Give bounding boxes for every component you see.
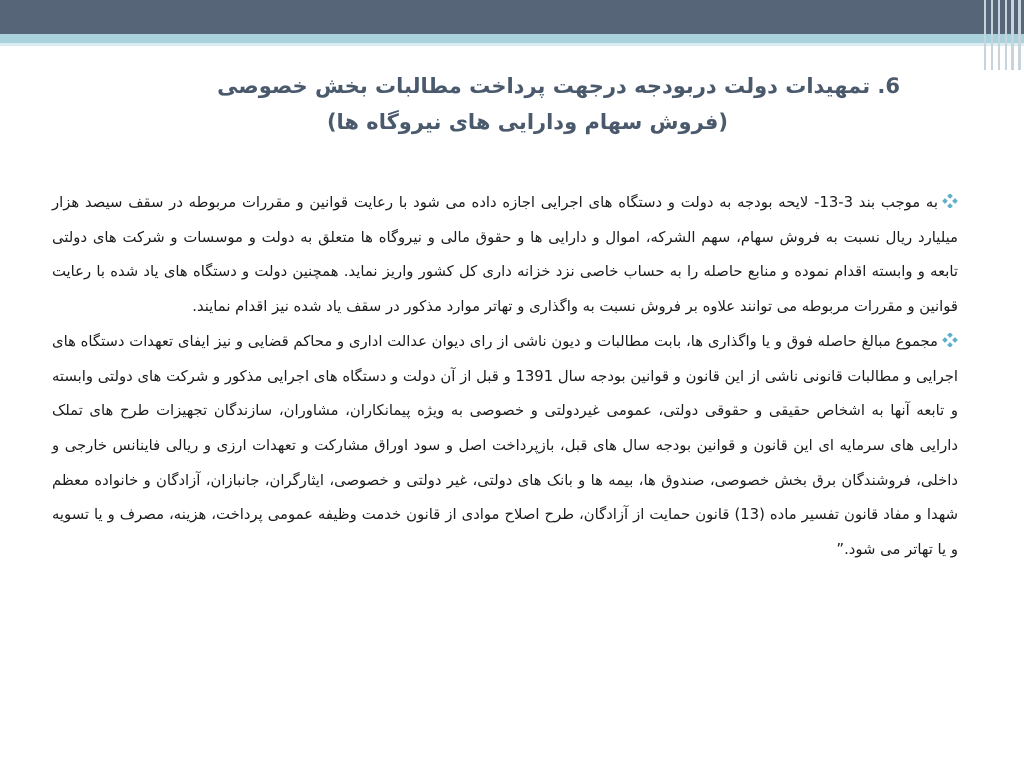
slide-body [52,186,958,568]
header-band [0,0,1024,34]
header-accent-line [0,43,1024,46]
bullet-paragraph-1-text: به موجب بند 3-13- لایحه بودجه به دولت و دستگاه های اجرایی اجازه داده می شود با رعایت قوانین و مقررات مربوطه در سقف سیصد هزار میلیارد ریال نسبت به فروش سهام، سهم الشرکه، اموال و دارایی ها و حقوق مالی و نیروگاه ها متعلق به دولت و موسسات و شرکت های دولتی تابعه و وابسته اقدام نموده و منابع حاصله را به حساب خاصی نزد خزانه داری کل کشور واریز نماید. همچنین دولت و دستگاه های یاد شده با رعایت قوانین و مقررات مربوطه می توانند علاوه بر فروش نسبت به واگذاری و تهاتر موارد مذکور در سقف یاد شده نیز اقدام نمایند. [52,194,958,316]
slide-title [110,68,900,140]
diamond-bullet-icon [942,333,958,347]
diamond-bullet-icon [942,194,958,208]
bullet-paragraph-2 [52,325,958,568]
slide-title-line-1: 6. تمهیدات دولت دربودجه درجهت پرداخت مطالبات بخش خصوصی [217,74,900,98]
bullet-paragraph-1 [52,186,958,325]
bullet-paragraph-2-text: مجموع مبالغ حاصله فوق و یا واگذاری ها، بابت مطالبات و دیون ناشی از رای دیوان عدالت اداری و محاکم قضایی و نیز ایفای تعهدات دستگاه های اجرایی و مطالبات قانونی ناشی از این قانون و قوانین بودجه سال 1391 و قبل از آن دولت و دستگاه های اجرایی مذکور و شرکت های دولتی وابسته و تابعه آنها به اشخاص حقیقی و حقوقی دولتی، عمومی غیردولتی و خصوصی به ویژه پیمانکاران، مشاوران، سازندگان تجهیزات طرح های تملک دارایی های سرمایه ای این قانون و قوانین بودجه سال های قبل، بازپرداخت اصل و سود اوراق مشارکت و تعهدات ارزی و ریالی فاینانس خارجی و داخلی، فروشندگان برق بخش خصوصی، صندوق ها، بیمه ها و بانک های دولتی، غیر دولتی و خصوصی، ایثارگران، جانبازان، آزادگان و خانواده معظم شهدا و مفاد قانون تفسیر ماده (13) قانون حمایت از آزادگان، طرح اصلاح موادی از قانون خدمت وظیفه عمومی پرداخت، هزینه، مصرف و یا تسویه و یا تهاتر می شود.” [52,332,958,559]
header-accent-band [0,34,1024,43]
slide-title-line-2: (فروش سهام ودارایی های نیروگاه ها) [326,110,728,134]
